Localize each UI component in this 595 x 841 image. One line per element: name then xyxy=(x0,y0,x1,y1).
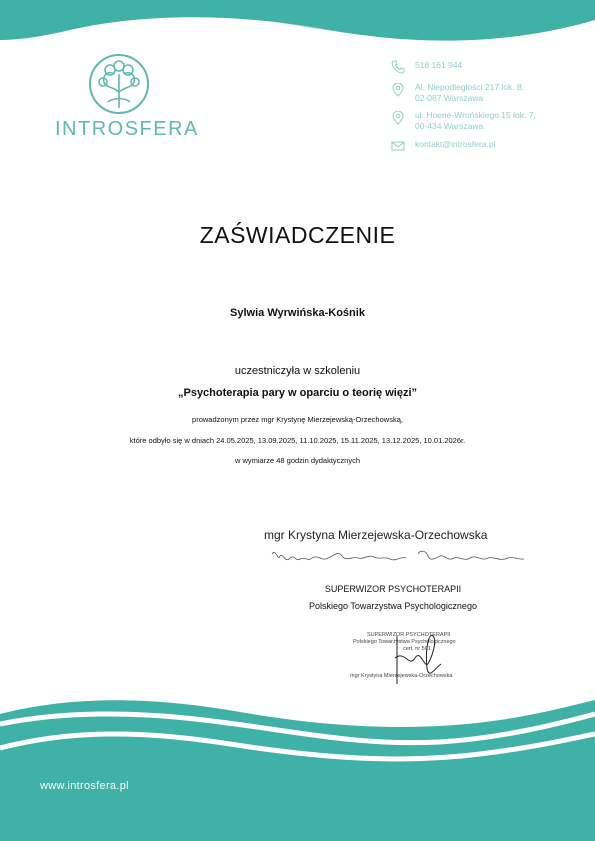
signer-role-line-2: Polskiego Towarzystwa Psychologicznego xyxy=(309,601,477,611)
address-1-line-2: 02-087 Warszawa xyxy=(415,93,484,103)
address-1-line-1: Al. Niepodległości 217 lok. 8, xyxy=(415,82,525,92)
stamp-signature-scribble xyxy=(385,628,455,688)
handwritten-signature xyxy=(268,544,528,574)
address-2-line-2: 00-434 Warszawa xyxy=(415,121,484,131)
stamp-line-3: cert. nr 501 xyxy=(403,646,431,652)
course-title: „Psychoterapia pary w oparciu o teorię więzi” xyxy=(177,387,418,399)
led-by-text: prowadzonym przez mgr Krystynę Mierzejewską-Orzechowską, xyxy=(192,415,403,424)
bottom-wave-decoration xyxy=(0,690,595,841)
hours-text: w wymiarze 48 godzin dydaktycznych xyxy=(234,456,361,465)
stamp-line-2: Polskiego Towarzystwa Psychologicznego xyxy=(353,639,456,645)
location-pin-icon xyxy=(391,111,405,125)
address-2-line-1: ul. Hoene-Wrońskiego 15 lok. 7, xyxy=(415,110,536,120)
participation-text: uczestniczyła w szkoleniu xyxy=(234,365,361,377)
recipient-name: Sylwia Wyrwińska-Kośnik xyxy=(230,307,365,319)
top-wave-decoration xyxy=(0,0,595,60)
stamp-line-4: mgr Krystyna Mierzejewska-Orzechowska xyxy=(350,673,453,679)
brand-name: INTROSFERA xyxy=(55,118,199,140)
envelope-icon xyxy=(391,139,405,153)
signer-name: mgr Krystyna Mierzejewska-Orzechowska xyxy=(264,528,488,542)
stamp-line-1: SUPERWIZOR PSYCHOTERAPII xyxy=(367,632,451,638)
dates-text: które odbyło się w dniach 24.05.2025, 13.09.2025, 11.10.2025, 15.11.2025, 13.12.2025, 10.01.2026r. xyxy=(129,436,466,445)
signer-role-line-1: SUPERWIZOR PSYCHOTERAPII xyxy=(324,584,462,594)
footer-website-link[interactable]: www.introsfera.pl xyxy=(40,780,129,792)
phone-text: 518 161 944 xyxy=(415,60,463,70)
email-link[interactable]: kontakt@introsfera.pl xyxy=(415,139,496,149)
tree-of-life-logo-icon xyxy=(86,52,152,116)
phone-icon xyxy=(391,60,405,74)
certificate-title: ZAŚWIADCZENIE xyxy=(199,222,396,248)
location-pin-icon xyxy=(391,83,405,97)
